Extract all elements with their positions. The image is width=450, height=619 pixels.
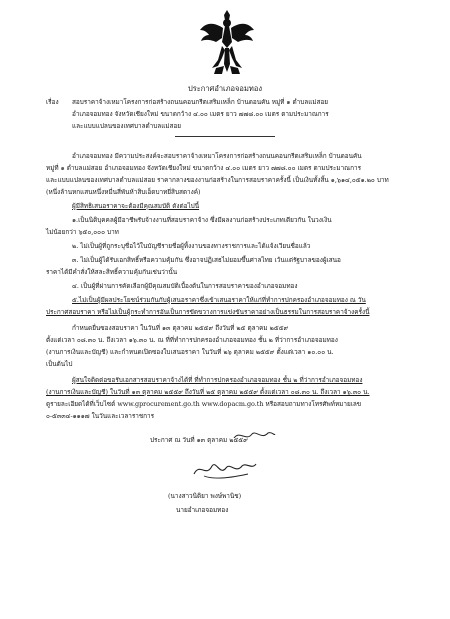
contact-line-3: ดูรายละเอียดได้ที่เว็บไซต์ www.gprocurement.go.th www.dopacm.go.th หรือสอบถามทางโทรศัพท์หมายเลข [46, 400, 362, 408]
condition-3-line-1: ๓. ไม่เป็นผู้ได้รับเอกสิทธิ์หรือความคุ้มกัน ซึ่งอาจปฏิเสธไม่ยอมขึ้นศาลไทย เว้นแต่รัฐบาลของผู้เสนอ [72, 256, 341, 264]
date-scribble [232, 428, 276, 444]
schedule-line-3: (งานการเงินและบัญชี) และกำหนดเปิดซองใบเสนอราคา ในวันที่ ๒๖ ตุลาคม ๒๕๕๙ ตั้งแต่เวลา ๑๐.๐๐ น. [46, 348, 334, 356]
paragraph-1-line-4: (หนึ่งล้านหกแสนหนึ่งหมื่นสี่พันห้าสิบเอ็ดบาทยี่สิบสตางค์) [46, 188, 201, 196]
contact-line-4: ๐-๕๓๓๔-๑๑๑๗ ในวันและเวลาราชการ [46, 412, 155, 420]
subject-line-1: สอบราคาจ้างเหมาโครงการก่อสร้างถนนคอนกรีตเสริมเหล็ก บ้านดอนคัน หมู่ที่ ๑ ตำบลแม่สอย [72, 98, 329, 106]
condition-3-line-2: ราคาได้มีคำสั่งให้สละสิทธิ์ความคุ้มกันเช่นว่านั้น [46, 268, 178, 276]
condition-1-line-2: ไม่น้อยกว่า ๖๕๐,๐๐๐ บาท [46, 228, 119, 236]
subject-line-2: อำเภอจอมทอง จังหวัดเชียงใหม่ ขนาดกว้าง ๔.๐๐ เมตร ยาว ๗๗๘.๐๐ เมตร ตามประมาณการ [72, 110, 329, 118]
signature-image [190, 456, 260, 482]
signatory-name: (นางสาวนิติยา พงษ์พานิช) [168, 492, 242, 500]
contact-line-2: (งานการเงินและบัญชี) ในวันที่ ๑๓ ตุลาคม ๒๕๕๙ ถึงวันที่ ๒๕ ตุลาคม ๒๕๕๙ ตั้งแต่เวลา ๐๘.๓๐ น. ถึงเวลา ๑๖.๓๐ น. [46, 388, 370, 396]
condition-4: ๔. เป็นผู้ที่ผ่านการคัดเลือกผู้มีคุณสมบัติเบื้องต้นในการสอบราคาของอำเภอจอมทอง [72, 282, 298, 290]
contact-line-1: ผู้สนใจติดต่อขอรับเอกสารสอบราคาจ้างได้ที่ ที่ทำการปกครองอำเภอจอมทอง ชั้น ๒ ที่ว่าการอำเภอจอมทอง [72, 376, 363, 384]
schedule-line-4: เป็นต้นไป [46, 360, 73, 368]
signatory-position: นายอำเภอจอมทอง [176, 506, 229, 514]
condition-5-line-1: ๕.ไม่เป็นผู้มีผลประโยชน์ร่วมกันกับผู้เสนอราคาซึ่งเข้าเสนอราคาให้แก่ที่ทำการปกครองอำเภอจอมทอง ณ วัน [72, 296, 366, 304]
issuer-heading: ประกาศอำเภอจอมทอง [187, 84, 262, 93]
subject-label: เรื่อง [46, 98, 59, 106]
schedule-line-1: กำหนดยื่นซองสอบราคา ในวันที่ ๑๓ ตุลาคม ๒๕๕๙ ถึงวันที่ ๒๕ ตุลาคม ๒๕๕๙ [72, 324, 289, 332]
condition-1-line-1: ๑.เป็นนิติบุคคลผู้มีอาชีพรับจ้างงานที่สอบราคาจ้าง ซึ่งมีผลงานก่อสร้างประเภทเดียวกัน ในวงเงิน [72, 216, 332, 224]
condition-5-line-2: ประกาศสอบราคา หรือไม่เป็นผู้กระทำการอันเป็นการขัดขวางการแข่งขันราคาอย่างเป็นธรรมในการสอบราคาจ้างครั้งนี้ [46, 308, 370, 316]
subject-line-3: และแบบแปลนของเทศบาลตำบลแม่สอย [72, 122, 182, 130]
paragraph-1-line-2: หมู่ที่ ๑ ตำบลแม่สอย อำเภอจอมทอง จังหวัดเชียงใหม่ ขนาดกว้าง ๔.๐๐ เมตร ยาว ๗๗๘.๐๐ เมตร ตามประมาณการ [46, 164, 362, 172]
qualification-heading: ผู้มีสิทธิเสนอราคาจะต้องมีคุณสมบัติ ดังต่อไปนี้ [72, 202, 200, 210]
divider [175, 136, 275, 137]
paragraph-1-line-3: และแบบแปลนของเทศบาลตำบลแม่สอย ราคากลางของงานก่อสร้างในการสอบราคาครั้งนี้ เป็นเงินทั้งสิ้น ๑,๖๑๔,๐๕๑.๒๐ บาท [46, 176, 389, 184]
announcement-date: ประกาศ ณ วันที่ ๑๓ ตุลาคม ๒๕๕๙ [150, 436, 248, 444]
paragraph-1-line-1: อำเภอจอมทอง มีความประสงค์จะสอบราคาจ้างเหมาโครงการก่อสร้างถนนคอนกรีตเสริมเหล็ก บ้านดอนคัน [72, 152, 362, 160]
schedule-line-2: ตั้งแต่เวลา ๐๘.๓๐ น. ถึงเวลา ๑๖.๓๐ น. ณ ที่ที่ทำการปกครองอำเภอจอมทอง ชั้น ๒ ที่ว่าการอำเภอจอมทอง [46, 336, 338, 344]
garuda-emblem-icon [198, 8, 256, 76]
condition-2: ๒. ไม่เป็นผู้ที่ถูกระบุชื่อไว้ในบัญชีรายชื่อผู้ทิ้งงานของทางราชการและได้แจ้งเวียนชื่อแล้ว [72, 242, 311, 250]
